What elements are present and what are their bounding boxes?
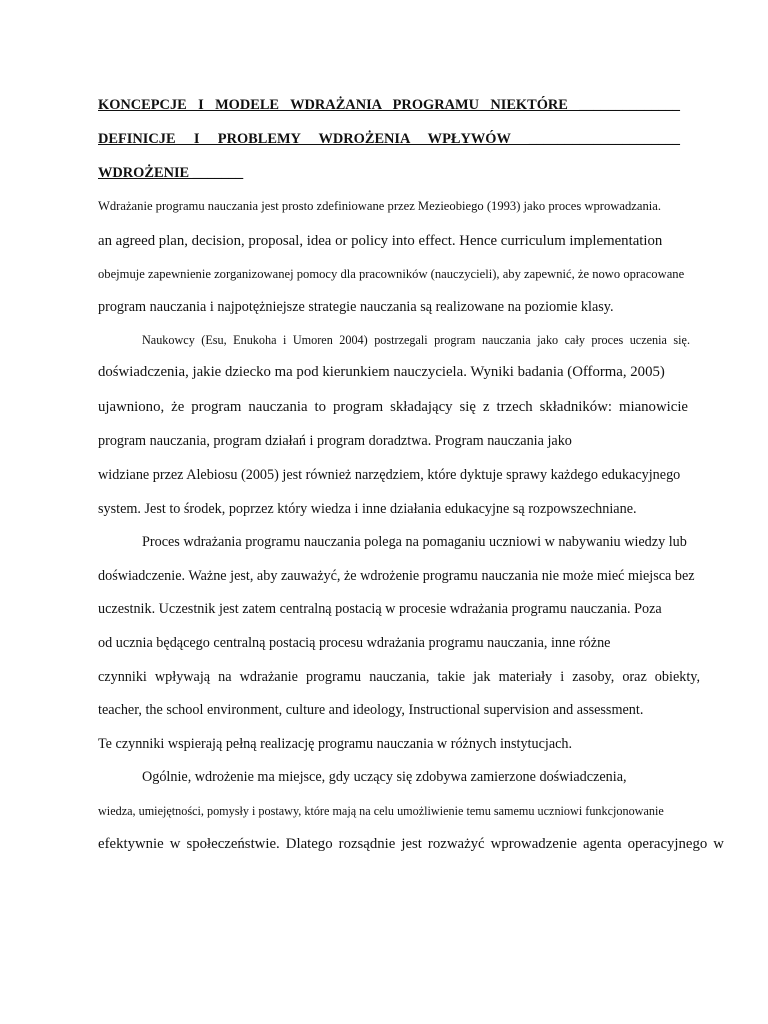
body-line-10: system. Jest to środek, poprzez który wiedza i inne działania edukacyjne są rozpowszechniane. [98,501,637,517]
body-line-5: Naukowcy (Esu, Enukoha i Umoren 2004) postrzegali program nauczania jako cały proces uczenia się. [142,333,690,347]
body-line-13: uczestnik. Uczestnik jest zatem centralną postacią w procesie wdrażania programu nauczania. Poza [98,601,662,617]
body-line-2: an agreed plan, decision, proposal, idea or policy into effect. Hence curriculum implementation [98,233,663,249]
body-line-9: widziane przez Alebiosu (2005) jest również narzędziem, które dyktuje sprawy każdego edukacyjnego [98,467,681,483]
body-line-12: doświadczenie. Ważne jest, aby zauważyć, że wdrożenie programu nauczania nie może mieć miejsca bez [98,568,695,584]
body-line-11: Proces wdrażania programu nauczania polega na pomaganiu uczniowi w nabywaniu wiedzy lub [142,534,687,550]
body-line-16: teacher, the school environment, culture and ideology, Instructional supervision and assessment. [98,702,644,718]
body-line-6: doświadczenia, jakie dziecko ma pod kierunkiem nauczyciela. Wyniki badania (Offorma, 2005) [98,364,665,380]
heading-line-3: WDROŻENIE _______ [98,165,244,181]
body-line-20: efektywnie w społeczeństwie. Dlatego rozsądnie jest rozważyć wprowadzenie agenta operacyjnego w [98,836,724,852]
body-line-1: Wdrażanie programu nauczania jest prosto zdefiniowane przez Mezieobiego (1993) jako proces wprowadzania. [98,199,661,213]
heading-line-1: KONCEPCJE I MODELE WDRAŻANIA PROGRAMU NIEKTÓRE ______________ [98,97,680,113]
body-line-18: Ogólnie, wdrożenie ma miejsce, gdy uczący się zdobywa zamierzone doświadczenia, [142,769,627,785]
body-line-8: program nauczania, program działań i program doradztwa. Program nauczania jako [98,433,572,449]
body-line-3: obejmuje zapewnienie zorganizowanej pomocy dla pracowników (nauczycieli), aby zapewnić, że nowo opracowane [98,267,685,281]
body-line-4: program nauczania i najpotężniejsze strategie nauczania są realizowane na poziomie klasy. [98,299,614,315]
body-line-7: ujawniono, że program nauczania to program składający się z trzech składników: mianowicie [98,399,688,415]
body-line-15: czynniki wpływają na wdrażanie programu nauczania, takie jak materiały i zasoby, oraz obiekty, [98,669,700,685]
body-line-19: wiedza, umiejętności, pomysły i postawy, które mają na celu umożliwienie temu samemu uczniowi funkcjonowanie [98,804,664,818]
body-line-17: Te czynniki wspierają pełną realizację programu nauczania w różnych instytucjach. [98,736,573,752]
body-line-14: od ucznia będącego centralną postacią procesu wdrażania programu nauczania, inne różne [98,635,611,651]
heading-line-2: DEFINICJE I PROBLEMY WDROŻENIA WPŁYWÓW _____________________ [98,131,680,147]
